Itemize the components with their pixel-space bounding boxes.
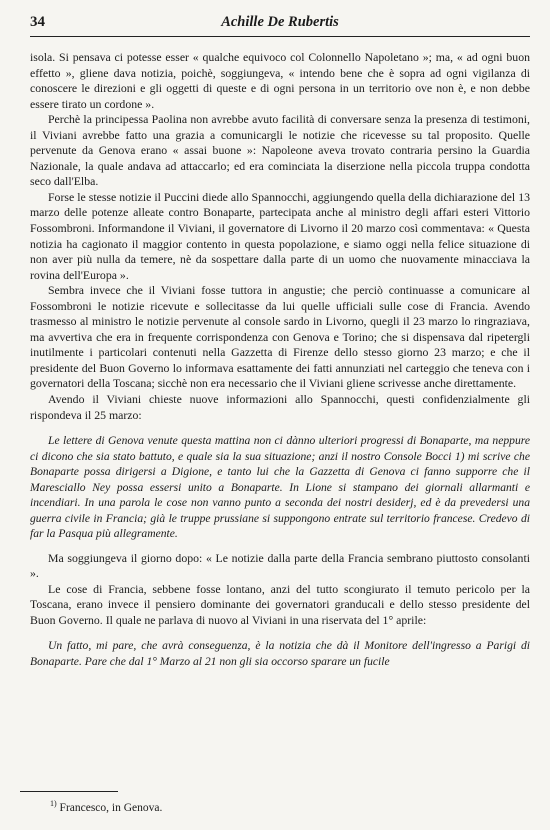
header-rule: [30, 36, 530, 37]
quoted-letter: Un fatto, mi pare, che avrà conseguenza, è la notizia che dà il Monitore dell'ingresso a Parigi di Bonaparte. Pare che dal 1° Marzo al 21 non gli sia occorso sparare un fucile: [30, 639, 530, 668]
footnote-text: Francesco, in Genova.: [59, 801, 163, 814]
paragraph: isola. Si pensava ci potesse esser « qualche equivoco col Colonnello Napoletano »; ma, « ad ogni buon effetto », gliene dava notizia, poichè, soggiungeva, « intendo bene che è sopra ad ogni vigilanza di conoscere le direzioni e gli oggetti di queste e di ogni persona in un territorio ove non è, e non debbe essere tirato un cordone ».: [30, 50, 530, 111]
running-header: [30, 14, 530, 34]
footnote-marker: 1): [50, 799, 57, 808]
paragraph: Forse le stesse notizie il Puccini diede allo Spannocchi, aggiungendo quella della dichiarazione del 13 marzo delle potenze alleate contro Bonaparte, partecipata anche al ministro degli affari esteri Vittorio Fossombroni. Informandone il Viviani, il governatore di Livorno il 20 marzo così commentava: « Questa notizia ha cagionato il maggior contento in questa popolazione, e siamo oggi nella felice situazione di non aver più nulla da temere, nè da sospettare dalla parte di un uomo che nuovamente minacciava la rovina dell'Europa ».: [30, 189, 530, 282]
footnote-rule: [20, 791, 118, 792]
paragraph: Ma soggiungeva il giorno dopo: « Le notizie dalla parte della Francia sembrano piuttosto consolanti ».: [30, 550, 530, 581]
footnote: [50, 799, 162, 814]
paragraph: Avendo il Viviani chieste nuove informazioni allo Spannocchi, questi confidenzialmente gli rispondeva il 25 marzo:: [30, 392, 530, 422]
page-body: [30, 50, 530, 678]
paragraph: Le cose di Francia, sebbene fosse lontano, anzi del tutto scongiurato il temuto pericolo per la Toscana, erano invece il pensiero dominante dei governatori granducali e dello stesso presidente del Buon Governo. Il quale ne parlava di nuovo al Viviani in una riservata del 1° aprile:: [30, 581, 530, 627]
running-title: Achille De Rubertis: [221, 14, 339, 30]
paragraph: Sembra invece che il Viviani fosse tuttora in angustie; che perciò continuasse a comunicare al Fossombroni le notizie ricevute e sollecitasse da lui quelle ufficiali sulle cose di Francia. Avendo trasmesso al ministro le notizie pervenute al console sardo in Livorno, quegli il 23 marzo lo ringraziava, ma avvertiva che era in frequente corrispondenza con Genova e Torino; che si dispensava dal ripetergli inutilmente i particolari contenuti nella Gazzetta di Firenze dello stesso giorno 23 marzo; e che il presidente del Buon Governo lo informava esattamente dei fatti annunziati nel carteggio che teneva con i governatori della Toscana; sicchè non era necessario che il Viviani gliene scrivesse anche direttamente.: [30, 283, 530, 391]
paragraph: Perchè la principessa Paolina non avrebbe avuto facilità di conversare senza la presenza di testimoni, il Viviani avrebbe fatto una grazia a comunicargli le notizie che ricevesse su tal proposito. Quelle pervenute da Genova erano « assai buone »: Napoleone aveva trovato contraria persino la Guardia Nazionale, la quale andava ad attaccarlo; ed era cominciata la diserzione nella piccola truppa condotta seco dall'Elba.: [30, 112, 530, 189]
quoted-letter: Le lettere di Genova venute questa mattina non ci dànno ulteriori progressi di Bonaparte, ma neppure ci dicono che sia stato battuto, e quale sia la sua situazione; anzi il nostro Console Bocci 1) mi scrive che Bonaparte possa dirigersi a Digione, e tanto lui che la Gazzetta di Genova ci fanno supporre che il Maresciallo Ney possa essersi unito a Bonaparte. In Lione si stampano dei giornali allarmanti e incendiari. In una parola le cose non vanno punto a seconda dei nostri desiderj, ed è da prevedersi una guerra civile in Francia; già le truppe prussiane si suppongono entrate sul territorio francese. Credevo di far la Pasqua più allegramente.: [30, 434, 530, 541]
page-number: 34: [30, 14, 45, 30]
book-page: [30, 14, 530, 668]
